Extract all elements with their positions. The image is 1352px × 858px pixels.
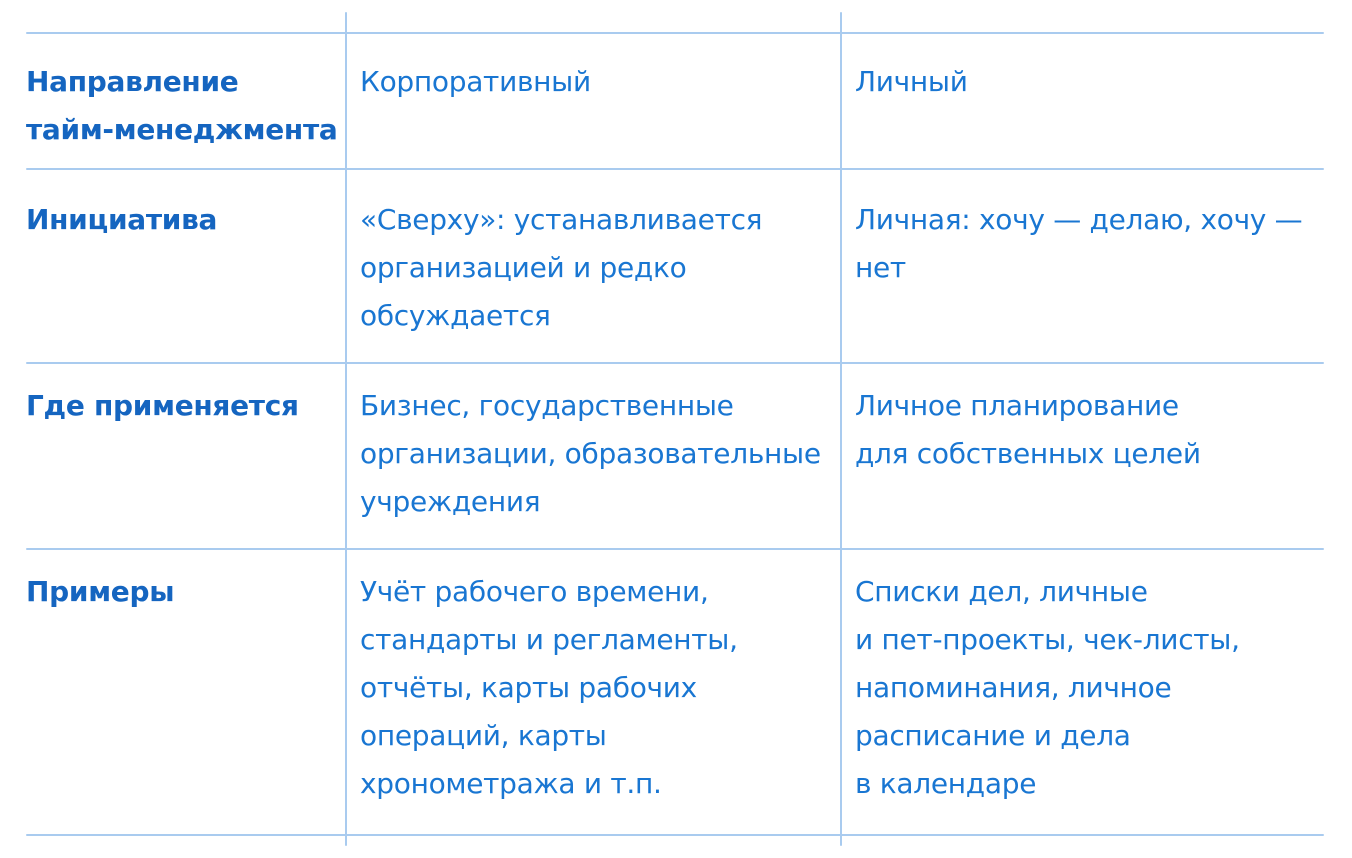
cell-line: Примеры — [26, 575, 175, 608]
cell-line: Личный — [855, 65, 968, 98]
personal-initiative-cell — [855, 196, 1325, 292]
cell-line: Личная: хочу — делаю, хочу — — [855, 203, 1303, 236]
cell-line: организации, образовательные — [360, 437, 821, 470]
cell-line: «Сверху»: устанавливается — [360, 203, 763, 236]
cell-line: для собственных целей — [855, 437, 1201, 470]
cell-line: тайм-менеджмента — [26, 113, 338, 146]
row-label-application — [26, 382, 338, 430]
corporate-application-cell — [360, 382, 830, 526]
cell-line: Корпоративный — [360, 65, 591, 98]
row-label-initiative — [26, 196, 338, 244]
cell-line: Инициатива — [26, 203, 218, 236]
row-divider — [26, 168, 1324, 170]
cell-line: Бизнес, государственные — [360, 389, 734, 422]
cell-line: Направление — [26, 65, 239, 98]
cell-line: в календаре — [855, 767, 1037, 800]
cell-line: операций, карты — [360, 719, 607, 752]
cell-line: Списки дел, личные — [855, 575, 1148, 608]
cell-line: Учёт рабочего времени, — [360, 575, 709, 608]
cell-line: нет — [855, 251, 906, 284]
cell-line: хронометража и т.п. — [360, 767, 662, 800]
table-top-border — [26, 32, 1324, 34]
column-divider — [345, 12, 347, 846]
cell-line: обсуждается — [360, 299, 551, 332]
header-corporate-cell — [360, 58, 830, 106]
row-divider — [26, 362, 1324, 364]
table-bottom-border — [26, 834, 1324, 836]
personal-examples-cell — [855, 568, 1325, 808]
cell-line: Личное планирование — [855, 389, 1179, 422]
cell-line: отчёты, карты рабочих — [360, 671, 697, 704]
cell-line: расписание и дела — [855, 719, 1131, 752]
corporate-initiative-cell — [360, 196, 830, 340]
corporate-examples-cell — [360, 568, 830, 808]
header-personal-cell — [855, 58, 1325, 106]
cell-line: напоминания, личное — [855, 671, 1172, 704]
row-divider — [26, 548, 1324, 550]
cell-line: и пет-проекты, чек-листы, — [855, 623, 1240, 656]
cell-line: стандарты и регламенты, — [360, 623, 738, 656]
cell-line: организацией и редко — [360, 251, 687, 284]
column-divider — [840, 12, 842, 846]
row-label-examples — [26, 568, 338, 616]
personal-application-cell — [855, 382, 1325, 478]
cell-line: Где применяется — [26, 389, 299, 422]
header-direction-cell — [26, 58, 338, 154]
cell-line: учреждения — [360, 485, 541, 518]
